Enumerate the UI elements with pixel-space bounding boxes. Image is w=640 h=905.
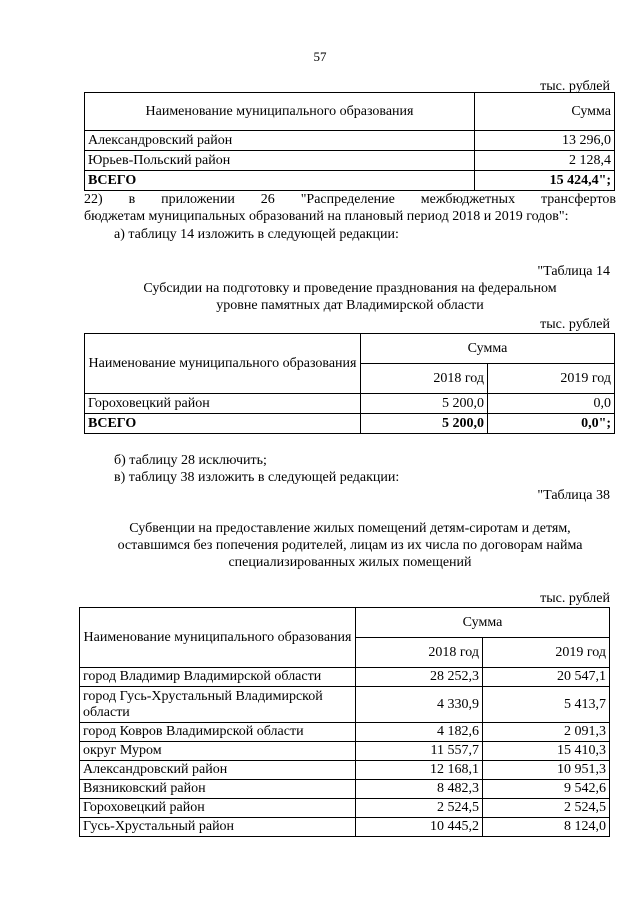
row-name: Вязниковский район bbox=[80, 780, 356, 799]
table-row bbox=[80, 668, 610, 687]
row-name: Гороховецкий район bbox=[80, 799, 356, 818]
table14-label: "Таблица 14 bbox=[537, 264, 610, 279]
table38-header-sum: Сумма bbox=[356, 608, 610, 638]
table1-unit: тыс. рублей bbox=[540, 79, 610, 94]
row-name: Гусь-Хрустальный район bbox=[80, 818, 356, 837]
row-v1: 4 330,9 bbox=[356, 687, 483, 723]
table38-header-row bbox=[80, 608, 610, 638]
table-row bbox=[85, 151, 615, 171]
row-v2: 2 524,5 bbox=[483, 799, 610, 818]
row-v1: 10 445,2 bbox=[356, 818, 483, 837]
row-v2: 9 542,6 bbox=[483, 780, 610, 799]
table-row bbox=[80, 742, 610, 761]
table14 bbox=[84, 333, 615, 434]
total-v1: 5 200,0 bbox=[361, 414, 488, 434]
row-v2: 2 091,3 bbox=[483, 723, 610, 742]
table14-header-row bbox=[85, 334, 615, 364]
table-row bbox=[80, 799, 610, 818]
table1 bbox=[84, 92, 615, 191]
row-value: 13 296,0 bbox=[475, 131, 615, 151]
row-v2: 15 410,3 bbox=[483, 742, 610, 761]
row-v1: 5 200,0 bbox=[361, 394, 488, 414]
total-v2: 0,0"; bbox=[488, 414, 615, 434]
table-row bbox=[85, 394, 615, 414]
table-row bbox=[80, 818, 610, 837]
row-name: Гороховецкий район bbox=[85, 394, 361, 414]
row-v2: 20 547,1 bbox=[483, 668, 610, 687]
table14-title-line1: Субсидии на подготовку и проведение празднования на федеральном bbox=[143, 281, 557, 296]
year-2018: 2018 год bbox=[361, 364, 488, 394]
row-name: Юрьев-Польский район bbox=[85, 151, 475, 171]
row-name: Александровский район bbox=[85, 131, 475, 151]
table-row bbox=[85, 131, 615, 151]
row-v1: 2 524,5 bbox=[356, 799, 483, 818]
para-b: б) таблицу 28 исключить; bbox=[114, 453, 267, 468]
table-row bbox=[80, 687, 610, 723]
table38-title-line2: оставшимся без попечения родителей, лицам из их числа по договорам найма bbox=[117, 538, 583, 553]
row-v2: 8 124,0 bbox=[483, 818, 610, 837]
year-2019: 2019 год bbox=[483, 638, 610, 668]
year-2018: 2018 год bbox=[356, 638, 483, 668]
row-name: город Гусь-Хрустальный Владимирской области bbox=[80, 687, 356, 723]
total-label: ВСЕГО bbox=[85, 414, 361, 434]
table1-header-name: Наименование муниципального образования bbox=[85, 93, 475, 131]
table14-title-line2: уровне памятных дат Владимирской области bbox=[216, 298, 484, 313]
row-name: город Ковров Владимирской области bbox=[80, 723, 356, 742]
table14-header-name: Наименование муниципального образования bbox=[85, 334, 361, 394]
year-2019: 2019 год bbox=[488, 364, 615, 394]
table14-total-row bbox=[85, 414, 615, 434]
table38 bbox=[79, 607, 610, 837]
total-label: ВСЕГО bbox=[85, 171, 475, 191]
table1-total-row bbox=[85, 171, 615, 191]
row-v1: 11 557,7 bbox=[356, 742, 483, 761]
table-row bbox=[80, 723, 610, 742]
table1-header-row bbox=[85, 93, 615, 131]
table-row bbox=[80, 761, 610, 780]
para-a: а) таблицу 14 изложить в следующей редакции: bbox=[114, 227, 399, 242]
para22-line1: 22) в приложении 26 "Распределение межбюджетных трансфертов bbox=[84, 192, 616, 207]
table38-title-line1: Субвенции на предоставление жилых помещений детям-сиротам и детям, bbox=[129, 521, 571, 536]
row-v1: 4 182,6 bbox=[356, 723, 483, 742]
para22-line2: бюджетам муниципальных образований на плановый период 2018 и 2019 годов": bbox=[84, 209, 569, 224]
table38-header-name: Наименование муниципального образования bbox=[80, 608, 356, 668]
page-number: 57 bbox=[313, 49, 327, 64]
row-v1: 28 252,3 bbox=[356, 668, 483, 687]
row-v1: 8 482,3 bbox=[356, 780, 483, 799]
row-name: город Владимир Владимирской области bbox=[80, 668, 356, 687]
row-v2: 10 951,3 bbox=[483, 761, 610, 780]
row-v1: 12 168,1 bbox=[356, 761, 483, 780]
row-name: Александровский район bbox=[80, 761, 356, 780]
table14-unit: тыс. рублей bbox=[540, 317, 610, 332]
table1-header-sum: Сумма bbox=[475, 93, 615, 131]
table38-unit: тыс. рублей bbox=[540, 591, 610, 606]
row-name: округ Муром bbox=[80, 742, 356, 761]
row-v2: 0,0 bbox=[488, 394, 615, 414]
para-v: в) таблицу 38 изложить в следующей редакции: bbox=[114, 470, 400, 485]
table-row bbox=[80, 780, 610, 799]
total-value: 15 424,4"; bbox=[475, 171, 615, 191]
table38-title-line3: специализированных жилых помещений bbox=[228, 555, 472, 570]
row-v2: 5 413,7 bbox=[483, 687, 610, 723]
table38-label: "Таблица 38 bbox=[537, 488, 610, 503]
table14-header-sum: Сумма bbox=[361, 334, 615, 364]
row-value: 2 128,4 bbox=[475, 151, 615, 171]
